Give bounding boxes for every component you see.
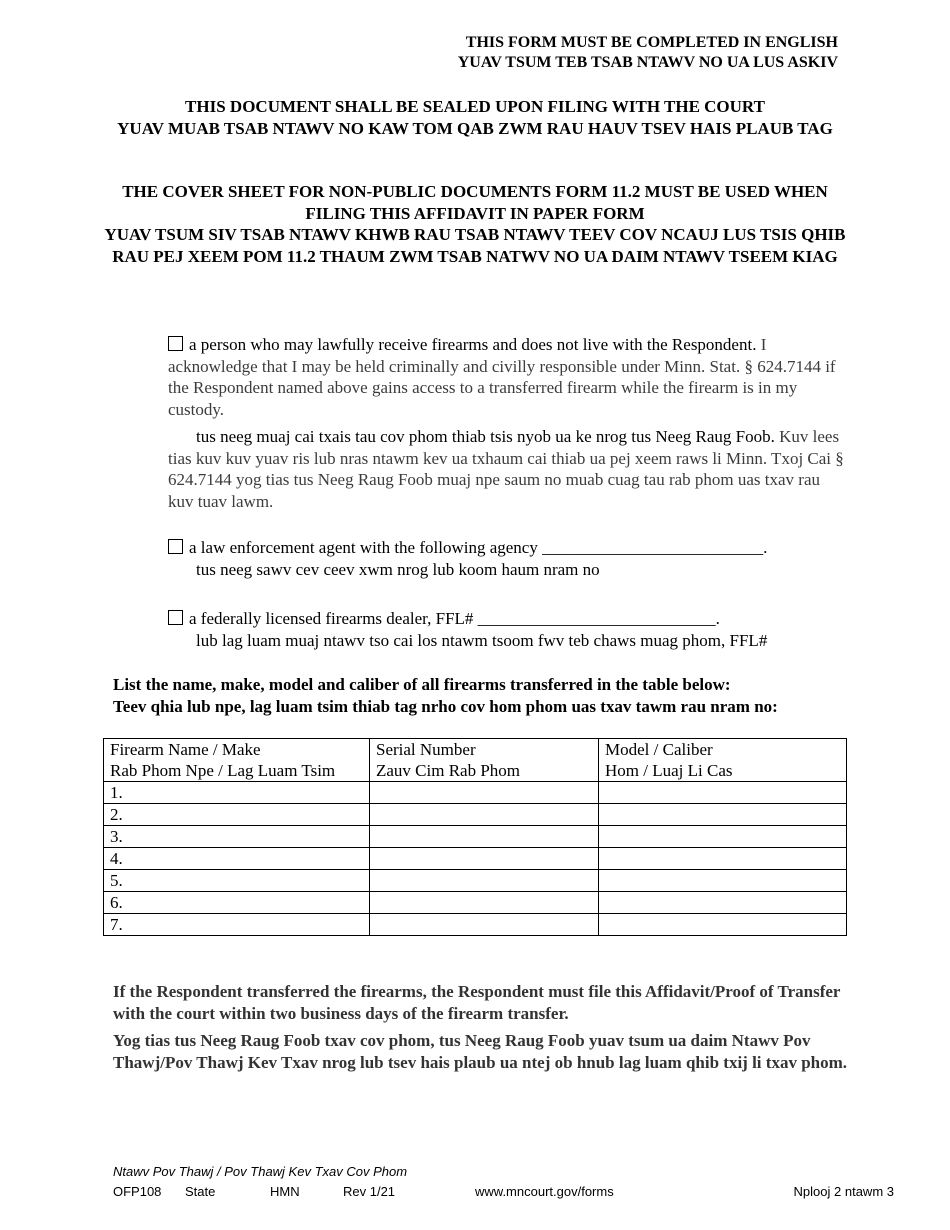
- header-model-caliber: [599, 739, 847, 782]
- english-requirement-header: [420, 33, 838, 73]
- sealed-notice-eng: THIS DOCUMENT SHALL BE SEALED UPON FILING WITH THE COURT: [185, 97, 765, 116]
- serial-cell[interactable]: [370, 892, 599, 914]
- header-serial-number-eng: Serial Number: [376, 740, 476, 759]
- table-row: [104, 870, 847, 892]
- table-row: [104, 914, 847, 936]
- firearms-table: [103, 738, 847, 936]
- header-firearm-name-eng: Firearm Name / Make: [110, 740, 261, 759]
- cover-sheet-notice: [95, 181, 855, 267]
- header-model-caliber-hmn: Hom / Luaj Li Cas: [605, 761, 733, 780]
- footer-state: State: [185, 1184, 216, 1199]
- row-number-cell[interactable]: 3.: [104, 826, 370, 848]
- model-cell[interactable]: [599, 804, 847, 826]
- row-number-cell[interactable]: 5.: [104, 870, 370, 892]
- header-serial-number: [370, 739, 599, 782]
- footer-form-code: OFP108: [113, 1184, 162, 1199]
- row-number-cell[interactable]: 6.: [104, 892, 370, 914]
- list-instruction-hmn: Teev qhia lub npe, lag luam tsim thiab tag nrho cov hom phom uas txav tawm rau nram no:: [113, 696, 778, 716]
- list-instruction: [113, 674, 873, 717]
- english-requirement-eng: THIS FORM MUST BE COMPLETED IN ENGLISH: [465, 34, 838, 51]
- lawful-person-checkbox[interactable]: [168, 336, 183, 351]
- english-requirement-hmn: YUAV TSUM TEB TSAB NTAWV NO UA LUS ASKIV: [457, 54, 838, 71]
- transfer-note-eng: If the Respondent transferred the firearms, the Respondent must file this Affidavit/Proof of Transfer with the court within two business days of the firearm transfer.: [113, 982, 841, 1023]
- sealed-notice-hmn: YUAV MUAB TSAB NTAWV NO KAW TOM QAB ZWM RAU HAUV TSEV HAIS PLAUB TAG: [117, 118, 833, 138]
- row-number-cell[interactable]: 7.: [104, 914, 370, 936]
- transfer-note-hmn: Yog tias tus Neeg Raug Foob txav cov phom, tus Neeg Raug Foob yuav tsum ua daim Ntawv Pov Thawj/Pov Thawj Kev Txav nrog lub tsev hais plaub ua ntej ob hnub lag luam qhib txij li txav phom.: [113, 1031, 848, 1072]
- footer-page-number: Nplooj 2 ntawm 3: [793, 1184, 894, 1199]
- row-number-cell[interactable]: 2.: [104, 804, 370, 826]
- header-serial-number-hmn: Zauv Cim Rab Phom: [376, 761, 521, 780]
- footer-form-title: Ntawv Pov Thawj / Pov Thawj Kev Txav Cov Phom: [113, 1164, 408, 1179]
- serial-cell[interactable]: [370, 826, 599, 848]
- firearms-dealer-label: a federally licensed firearms dealer, FFL# ____________________________.: [189, 609, 720, 628]
- sealed-notice: [95, 96, 855, 139]
- footer-language: HMN: [270, 1184, 300, 1199]
- serial-cell[interactable]: [370, 914, 599, 936]
- model-cell[interactable]: [599, 870, 847, 892]
- cover-sheet-notice-hmn: YUAV TSUM SIV TSAB NTAWV KHWB RAU TSAB NTAWV TEEV COV NCAUJ LUS TSIS QHIB RAU PEJ XEEM POM 11.2 THAUM ZWM TSAB NATWV NO UA DAIM NTAWV TSEEM KIAG: [104, 225, 846, 266]
- serial-cell[interactable]: [370, 782, 599, 804]
- header-firearm-name-hmn: Rab Phom Npe / Lag Luam Tsim: [110, 761, 336, 780]
- firearms-dealer-checkbox[interactable]: [168, 610, 183, 625]
- law-enforcement-label-hmn: tus neeg sawv cev ceev xwm nrog lub koom haum nram no: [196, 559, 600, 579]
- header-firearm-name: [104, 739, 370, 782]
- model-cell[interactable]: [599, 914, 847, 936]
- list-instruction-eng: List the name, make, model and caliber of all firearms transferred in the table below:: [113, 675, 731, 694]
- model-cell[interactable]: [599, 782, 847, 804]
- footer-url[interactable]: www.mncourt.gov/forms: [475, 1184, 614, 1199]
- lawful-person-acknowledgment-hmn: Kuv lees tias kuv kuv yuav ris lub nras ntawm kev ua txhaum cai thiab ua pej xeem raws li Minn. Txoj Cai § 624.7144 yog tias tus Neeg Raug Foob muaj npe saum no muab cuag tau rab phom uas txav rau kuv tuav lawm.: [168, 427, 844, 511]
- option-lawful-person: [168, 334, 848, 420]
- serial-cell[interactable]: [370, 804, 599, 826]
- law-enforcement-label: a law enforcement agent with the following agency __________________________.: [189, 538, 768, 557]
- model-cell[interactable]: [599, 892, 847, 914]
- table-header-row: [104, 739, 847, 782]
- header-model-caliber-eng: Model / Caliber: [605, 740, 713, 759]
- law-enforcement-checkbox[interactable]: [168, 539, 183, 554]
- option-law-enforcement: [168, 537, 848, 580]
- row-number-cell[interactable]: 1.: [104, 782, 370, 804]
- footer-revision: Rev 1/21: [343, 1184, 396, 1199]
- table-row: [104, 848, 847, 870]
- serial-cell[interactable]: [370, 870, 599, 892]
- table-row: [104, 826, 847, 848]
- table-row: [104, 892, 847, 914]
- option-firearms-dealer: [168, 608, 848, 651]
- cover-sheet-notice-eng: THE COVER SHEET FOR NON-PUBLIC DOCUMENTS FORM 11.2 MUST BE USED WHEN FILING THIS AFFIDAVIT IN PAPER FORM: [122, 182, 828, 223]
- lawful-person-acknowledgment: I acknowledge that I may be held criminally and civilly responsible under Minn. Stat. § 624.7144 if the Respondent named above gains access to a transferred firearm while the firearm is in my custody.: [168, 335, 836, 419]
- model-cell[interactable]: [599, 848, 847, 870]
- model-cell[interactable]: [599, 826, 847, 848]
- serial-cell[interactable]: [370, 848, 599, 870]
- option-lawful-person-hmn: [168, 426, 848, 512]
- table-row: [104, 782, 847, 804]
- lawful-person-label: a person who may lawfully receive firearms and does not live with the Respondent.: [189, 335, 757, 354]
- firearms-dealer-label-hmn: lub lag luam muaj ntawv tso cai los ntawm tsoom fwv teb chaws muag phom, FFL#: [196, 630, 768, 650]
- lawful-person-label-hmn: tus neeg muaj cai txais tau cov phom thiab tsis nyob ua ke nrog tus Neeg Raug Foob.: [196, 427, 775, 446]
- table-row: [104, 804, 847, 826]
- row-number-cell[interactable]: 4.: [104, 848, 370, 870]
